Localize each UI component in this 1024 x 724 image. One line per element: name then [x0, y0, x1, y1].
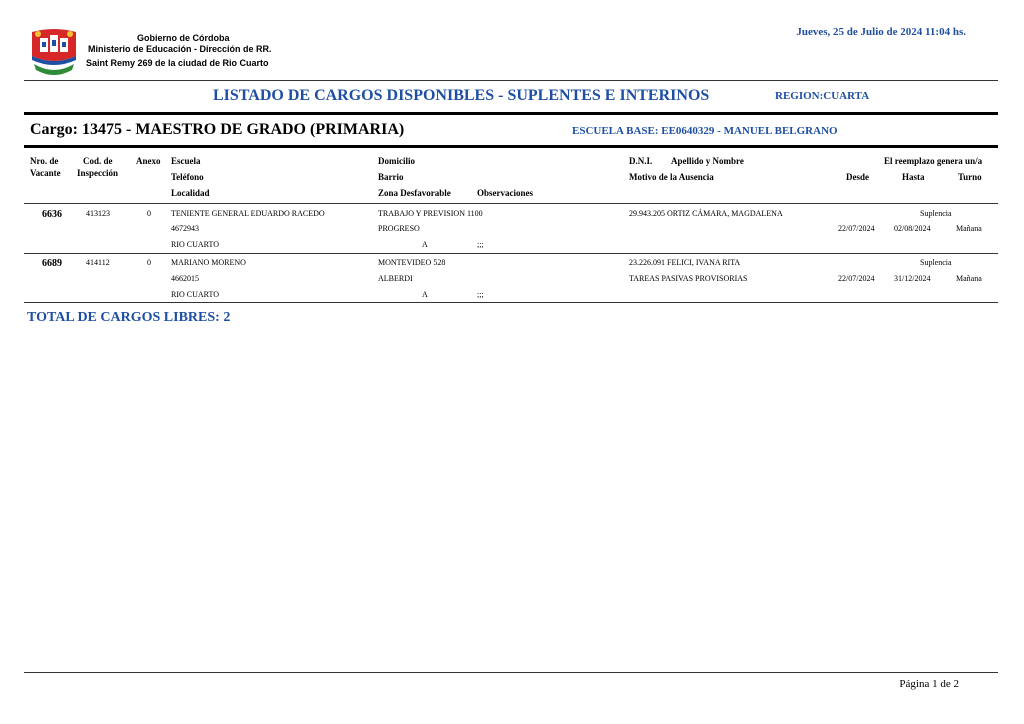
row-domicilio: MONTEVIDEO 528	[378, 258, 446, 267]
row-barrio: ALBERDI	[378, 274, 413, 283]
region-label: REGION:CUARTA	[775, 90, 870, 102]
row-turno: Mañana	[956, 274, 982, 283]
row-barrio: PROGRESO	[378, 224, 420, 233]
col-hasta: Hasta	[902, 172, 925, 182]
row-telefono: 4672943	[171, 224, 199, 233]
page-title: LISTADO DE CARGOS DISPONIBLES - SUPLENTES E INTERINOS	[213, 87, 710, 104]
row-anexo: 0	[147, 209, 151, 218]
col-nro-vacante-1: Nro. de	[30, 156, 59, 166]
row-dni-nombre: 23.226.091 FELICI, IVANA RITA	[629, 258, 741, 267]
row-motivo: TAREAS PASIVAS PROVISORIAS	[629, 274, 748, 283]
row-vacante: 6636	[42, 209, 62, 220]
row-desde: 22/07/2024	[838, 274, 875, 283]
row-zona: A	[422, 240, 428, 249]
escuela-base: ESCUELA BASE: EE0640329 - MANUEL BELGRANO	[572, 125, 838, 137]
row-telefono: 4662015	[171, 274, 199, 283]
ministry-name: Ministerio de Educación - Dirección de RR.	[88, 44, 272, 54]
page-number: Página 1 de 2	[899, 678, 959, 690]
col-apellido: Apellido y Nombre	[671, 156, 744, 166]
row-hasta: 31/12/2024	[894, 274, 931, 283]
row-turno: Mañana	[956, 224, 982, 233]
col-barrio: Barrio	[378, 172, 404, 182]
header-divider	[24, 80, 998, 81]
col-zona: Zona Desfavorable	[378, 188, 451, 198]
coat-of-arms-cordoba-icon	[28, 26, 80, 78]
total-cargos: TOTAL DE CARGOS LIBRES: 2	[27, 310, 231, 325]
footer-divider	[24, 672, 998, 673]
row-desde: 22/07/2024	[838, 224, 875, 233]
row-observaciones: ;;;	[477, 290, 484, 299]
col-turno: Turno	[958, 172, 982, 182]
ministry-address: Saint Remy 269 de la ciudad de Rio Cuarto	[86, 58, 269, 68]
row-reemplazo: Suplencia	[920, 209, 952, 218]
col-localidad: Localidad	[171, 188, 210, 198]
col-observaciones: Observaciones	[477, 188, 533, 198]
col-dni: D.N.I.	[629, 156, 653, 166]
row-escuela: TENIENTE GENERAL EDUARDO RACEDO	[171, 209, 325, 218]
col-telefono: Teléfono	[171, 172, 204, 182]
row-localidad: RIO CUARTO	[171, 290, 220, 299]
col-escuela: Escuela	[171, 156, 201, 166]
cargo-title: Cargo: 13475 - MAESTRO DE GRADO (PRIMARIA)	[30, 121, 405, 138]
row-dni-nombre: 29.943.205 ORTIZ CÁMARA, MAGDALENA	[629, 209, 783, 218]
row-reemplazo: Suplencia	[920, 258, 952, 267]
row-escuela: MARIANO MORENO	[171, 258, 246, 267]
row-zona: A	[422, 290, 428, 299]
headers-divider	[24, 203, 998, 204]
title-divider	[24, 112, 998, 115]
row-observaciones: ;;;	[477, 240, 484, 249]
report-date: Jueves, 25 de Julio de 2024 11:04 hs.	[796, 26, 966, 38]
row-inspeccion: 413123	[86, 209, 110, 218]
row-inspeccion: 414112	[86, 258, 110, 267]
col-domicilio: Domicilio	[378, 156, 415, 166]
col-motivo: Motivo de la Ausencia	[629, 172, 714, 182]
row-localidad: RIO CUARTO	[171, 240, 220, 249]
col-desde: Desde	[846, 172, 869, 182]
col-cod-insp-2: Inspección	[77, 168, 119, 178]
row-divider	[24, 253, 998, 254]
col-anexo: Anexo	[136, 156, 161, 166]
col-reemplazo: El reemplazo genera un/a	[884, 156, 983, 166]
row-domicilio: TRABAJO Y PREVISION 1100	[378, 209, 483, 218]
table-bottom-divider	[24, 302, 998, 303]
row-anexo: 0	[147, 258, 151, 267]
gov-name: Gobierno de Córdoba	[137, 33, 230, 43]
col-nro-vacante-2: Vacante	[30, 168, 61, 178]
col-cod-insp-1: Cod. de	[83, 156, 113, 166]
cargo-divider	[24, 145, 998, 148]
row-vacante: 6689	[42, 258, 62, 269]
row-hasta: 02/08/2024	[894, 224, 931, 233]
